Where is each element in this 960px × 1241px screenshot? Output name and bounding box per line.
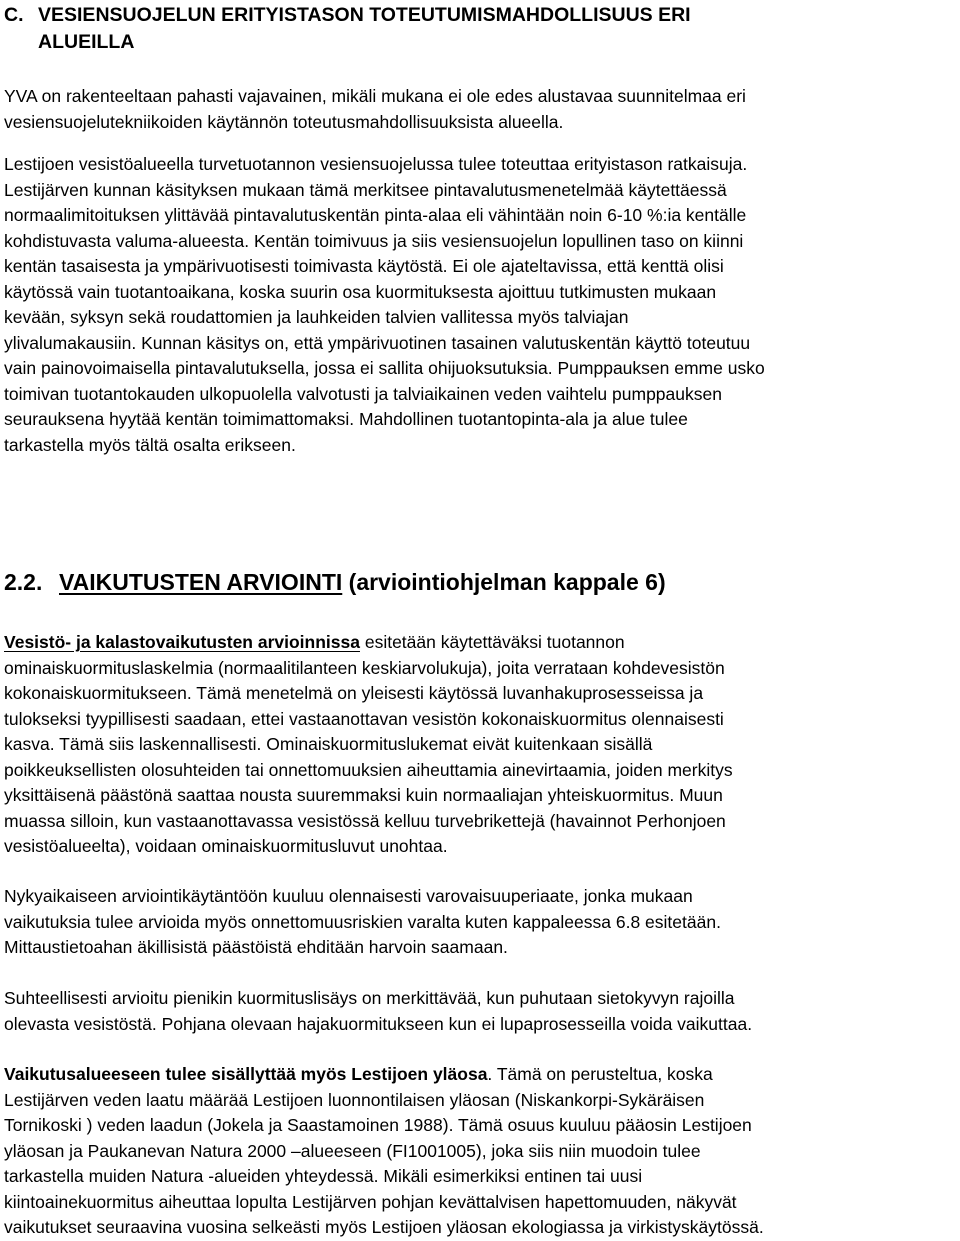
lead-phrase: Vesistö- ja kalastovaikutusten arvioinnissa (4, 632, 360, 652)
text-line: vaikutukset seuraavina vuosina selkeästi myös Lestijoen yläosan ekologiassa ja virkistyskäytössä. (4, 1217, 764, 1237)
lead-phrase: Vaikutusalueeseen tulee sisällyttää myös Lestijoen yläosa (4, 1064, 488, 1084)
text-line: vaikutuksia tulee arvioida myös onnettomuusriskien varalta kuten kappaleessa 6.8 esitetään. (4, 911, 721, 932)
section-title-underlined: VAIKUTUSTEN ARVIOINTI (59, 569, 343, 595)
paragraph-varovaisuusperiaate (4, 884, 956, 961)
text-line: poikkeuksellisten olosuhteiden tai onnettomuuksien aiheuttamia ainevirtaamia, joiden merkitys (4, 759, 733, 780)
text-line: kasva. Tämä siis laskennallisesti. Ominaiskuormituslukemat eivät kuitenkaan sisällä (4, 734, 653, 754)
text-line: käytössä vain tuotantoaikana, koska suurin osa kuormituksesta ajoittuu tutkimusten mukaan (4, 281, 717, 302)
text-line: Mittaustietoahan äkillisistä päästöistä ehditään harvoin saamaan. (4, 937, 508, 957)
text-line: vesiensuojelutekniikoiden käytännön toteutusmahdollisuuksista alueella. (4, 111, 564, 132)
text-line: muassa silloin, kun vastaanottavassa vesistössä kelluu turvebrikettejä (havainnot Perhonjoen (4, 810, 726, 831)
text-line: Lestijärven veden laatu määrää Lestijoen luonnontilaisen yläosan (Niskankorpi-Sykäräisen (4, 1089, 705, 1110)
text-line: vain painovoimaisella pintavalutuksella, jossa ei sallita ohijuoksutuksia. Pumppauksen emme usko (4, 358, 765, 378)
section-title-line2: ALUEILLA (38, 31, 135, 53)
text-line: Nykyaikaiseen arviointikäytäntöön kuuluu olennaisesti varovaisuuperiaate, jonka mukaan (4, 886, 693, 906)
paragraph-vaikutusalue (4, 1062, 956, 1241)
text-line: olevasta vesistöstä. Pohjana olevaan hajakuormitukseen kun ei lupaprosesseilla voida vaikuttaa. (4, 1013, 753, 1034)
section-number: 2.2. (4, 569, 43, 595)
text-line: kiintoainekuormitus aiheuttaa lopulta Lestijärven pohjan kevättalvisen hapettomuuden, näkyvät (4, 1191, 737, 1212)
text-line: kohdistuvasta valuma-alueesta. Kentän toimivuus ja siis vesiensuojelun lopullinen taso on kiinni (4, 230, 744, 251)
section-heading-c (4, 2, 956, 56)
text-line: Lestijoen vesistöalueella turvetuotannon vesiensuojelussa tulee toteuttaa erityistason ratkaisuja. (4, 154, 748, 174)
text-line: vesistöalueelta), voidaan ominaiskuormitusluvut unohtaa. (4, 836, 448, 856)
section-title-line1: VESIENSUOJELUN ERITYISTASON TOTEUTUMISMAHDOLLISUUS ERI (38, 4, 691, 26)
paragraph-vesistovaikutukset (4, 630, 956, 860)
text-line: ominaiskuormituslaskelmia (normaalitilanteen keskiarvolukuja), joita verrataan kohdevesistön (4, 657, 725, 678)
text-line: kokonaiskuormitukseen. Tämä menetelmä on yleisesti käytössä luvanhakuprosesseissa ja (4, 683, 704, 703)
text-line: kentän tasaisesta ja ympärivuotisesti toimivasta käytöstä. Ei ole ajateltavissa, että kenttä olisi (4, 256, 724, 276)
paragraph-erityistaso (4, 152, 956, 458)
text-line: yksittäisenä päästönä saattaa nousta suuremmaksi kuin normaaliajan yhteiskuormitus. Muun (4, 785, 723, 805)
text-line: YVA on rakenteeltaan pahasti vajavainen, mikäli mukana ei ole edes alustavaa suunnitelmaa eri (4, 86, 746, 106)
text-line: Tornikoski ) veden laadun (Jokela ja Saastamoinen 1988). Tämä osuus kuuluu pääosin Lestijoen (4, 1115, 752, 1135)
text-line: tarkastella muiden Natura -alueiden yhteydessä. Mikäli esimerkiksi entinen tai uusi (4, 1166, 643, 1186)
text-line: tulokseksi tyypillisesti saadaan, ettei vastaanottavan vesistön kokonaiskuormitus olennaisesti (4, 708, 724, 729)
section-title-rest: (arviointiohjelman kappale 6) (342, 569, 666, 595)
text-line: toimivan tuotantokauden ulkopuolella valvotusti ja talviaikainen veden vaihtelu pumppauksen (4, 383, 722, 404)
section-heading-2-2 (4, 566, 956, 598)
text-line: yläosan ja Paukanevan Natura 2000 –alueeseen (FI1001005), joka siis niin muodoin tulee (4, 1140, 701, 1161)
text-line: normaalimitoituksen ylittävää pintavalutuskentän pinta-alaa eli vähintään noin 6-10 %:ia kentälle (4, 205, 747, 225)
text-line: kevään, syksyn sekä roudattomien ja lauhkeiden talvien vallitessa myös talviajan (4, 307, 629, 327)
text-line: tarkastella myös tältä osalta erikseen. (4, 434, 296, 455)
paragraph-kuormituslisays (4, 986, 956, 1037)
lead-rest: esitetään käytettäväksi tuotannon (359, 632, 625, 652)
text-line: Lestijärven kunnan käsityksen mukaan tämä merkitsee pintavalutusmenetelmää käytettäessä (4, 179, 727, 200)
paragraph-yva (4, 84, 956, 135)
text-line: seurauksena hyytää kentän toimimattomaksi. Mahdollinen tuotantopinta-ala ja alue tulee (4, 409, 688, 429)
section-number: C. (4, 4, 24, 26)
text-line: ylivalumakausiin. Kunnan käsitys on, että ympärivuotinen tasainen valutuskentän käyttö toteutuu (4, 332, 751, 353)
lead-rest: . Tämä on perusteltua, koska (487, 1064, 713, 1084)
text-line: Suhteellisesti arvioitu pienikin kuormituslisäys on merkittävää, kun puhutaan sietokyvyn rajoilla (4, 988, 735, 1008)
